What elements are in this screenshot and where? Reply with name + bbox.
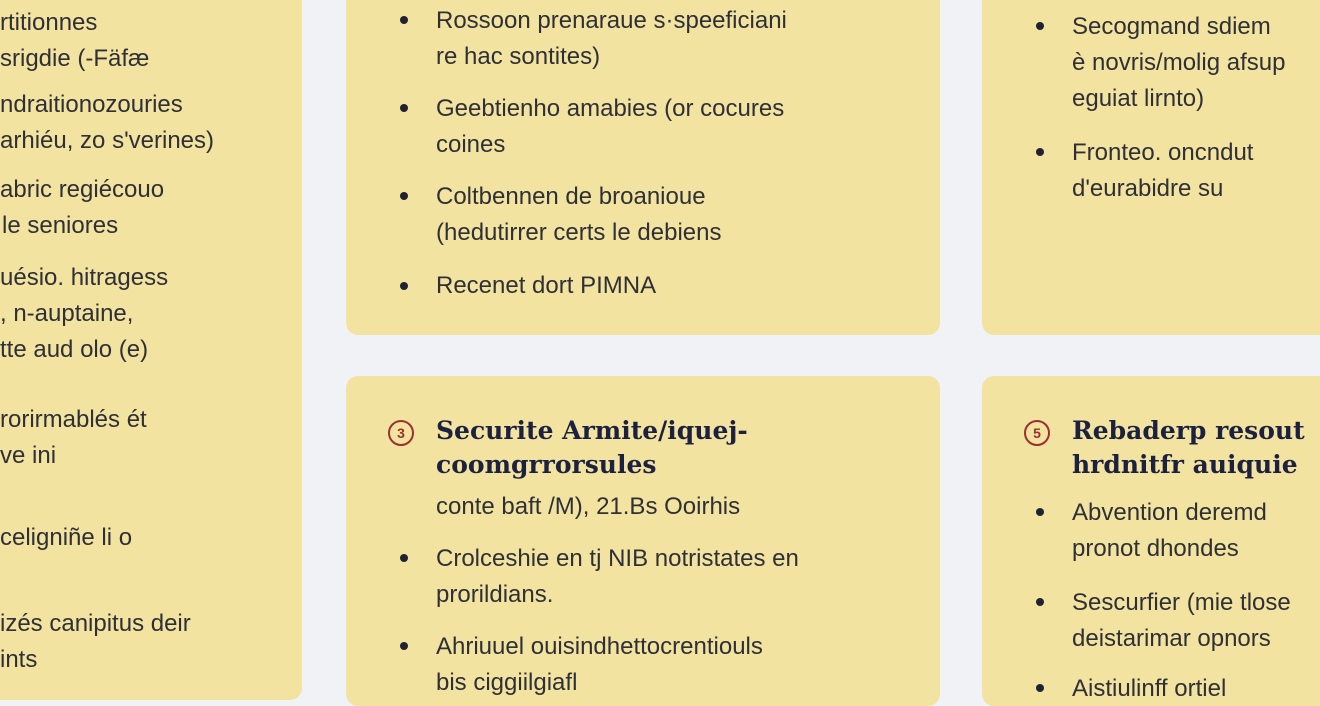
bullet-icon bbox=[400, 192, 408, 200]
section-number-badge: 3 bbox=[388, 420, 414, 446]
list-item-line: eguiat lirnto) bbox=[1072, 85, 1205, 112]
list-item-line: Aistiulinff ortiel bbox=[1072, 675, 1227, 702]
left-text-line: celigniñe li o bbox=[0, 524, 133, 551]
left-text-line: rorirmablés ét bbox=[0, 406, 147, 433]
section-heading-line: hrdnitfr auiquie bbox=[1072, 450, 1298, 479]
list-item-line: Fronteo. oncndut bbox=[1072, 139, 1254, 166]
bullet-icon bbox=[1036, 22, 1044, 30]
left-text-line: ve ini bbox=[0, 442, 57, 469]
left-text-line: tte aud olo (e) bbox=[0, 336, 149, 363]
list-item-line: Ahriuuel ouisindhettocrentiouls bbox=[436, 633, 763, 660]
list-item-line: Crolceshie en tj NIB notristates en bbox=[436, 545, 799, 572]
left-panel-card bbox=[0, 0, 302, 700]
list-item-line: Geebtienho amabies (or cocures bbox=[436, 95, 785, 122]
bullet-icon bbox=[400, 16, 408, 24]
section-heading-line: coomgrrorsules bbox=[436, 450, 657, 479]
list-item-line: bis ciggiilgiafl bbox=[436, 669, 578, 696]
list-item-line: (hedutirrer certs le debiens bbox=[436, 219, 722, 246]
bottom-right-card bbox=[982, 376, 1320, 706]
list-item-line: Secogmand sdiem bbox=[1072, 13, 1271, 40]
bullet-icon bbox=[400, 104, 408, 112]
bottom-middle-card bbox=[346, 376, 940, 706]
left-text-line: ndraitionozouries bbox=[0, 91, 183, 118]
top-right-card bbox=[982, 0, 1320, 335]
list-item-line: è novris/molig afsup bbox=[1072, 49, 1286, 76]
left-text-line: arhiéu, zo s'verines) bbox=[0, 127, 215, 154]
left-text-line: rtitionnes bbox=[0, 9, 98, 36]
bullet-icon bbox=[400, 642, 408, 650]
section-heading-line: Securite Armite/iquej- bbox=[436, 416, 748, 445]
list-item-line: Rossoon prenaraue s·speeficiani bbox=[436, 7, 787, 34]
list-item-line: pronot dhondes bbox=[1072, 535, 1239, 562]
left-text-line: le seniores bbox=[2, 212, 119, 239]
section-heading-line: Rebaderp resout bbox=[1072, 416, 1305, 445]
bullet-icon bbox=[1036, 148, 1044, 156]
bullet-icon bbox=[1036, 684, 1044, 692]
section-subtitle: conte baft /M), 21.Bs Ooirhis bbox=[436, 493, 741, 520]
section-number-badge: 5 bbox=[1024, 420, 1050, 446]
list-item-line: Sescurfier (mie tlose bbox=[1072, 589, 1291, 616]
bullet-icon bbox=[400, 282, 408, 290]
bullet-icon bbox=[1036, 508, 1044, 516]
left-text-line: srigdie (-Fäfæ bbox=[0, 45, 150, 72]
left-text-line: izés canipitus deir bbox=[0, 610, 191, 637]
list-item-line: Recenet dort PIMNA bbox=[436, 272, 657, 299]
list-item-line: prorildians. bbox=[436, 581, 554, 608]
left-text-line: uésio. hitragess bbox=[0, 264, 169, 291]
list-item-line: coines bbox=[436, 131, 506, 158]
list-item-line: re hac sontites) bbox=[436, 43, 601, 70]
list-item-line: Abvention deremd bbox=[1072, 499, 1267, 526]
bullet-icon bbox=[1036, 598, 1044, 606]
left-text-line: ints bbox=[0, 646, 38, 673]
list-item-line: d'eurabidre su bbox=[1072, 175, 1224, 202]
list-item-line: Coltbennen de broanioue bbox=[436, 183, 706, 210]
bullet-icon bbox=[400, 554, 408, 562]
top-middle-card bbox=[346, 0, 940, 335]
left-text-line: , n-auptaine, bbox=[0, 300, 134, 327]
left-text-line: abric regiécouo bbox=[0, 176, 165, 203]
list-item-line: deistarimar opnors bbox=[1072, 625, 1271, 652]
